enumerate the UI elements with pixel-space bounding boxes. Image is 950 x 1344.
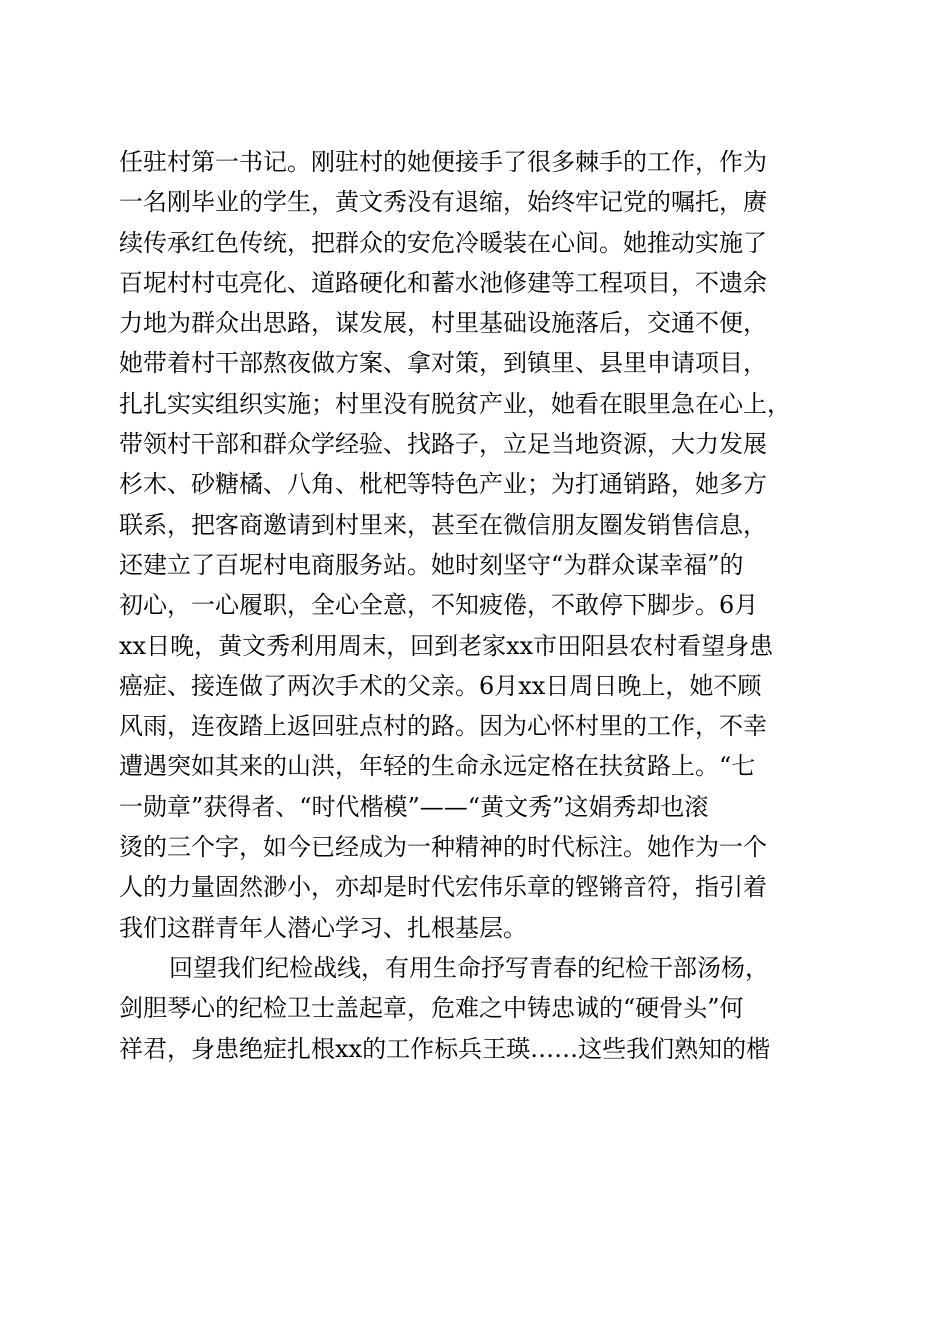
text-line: 烫的三个字，如今已经成为一种精神的时代标注。她作为一个 [119,833,767,862]
text-line: 癌症、接连做了两次手术的父亲。6月xx日周日晚上，她不顾 [119,671,762,700]
text-line: 任驻村第一书记。刚驻村的她便接手了很多棘手的工作，作为 [119,148,767,176]
paragraph-start-line: 回望我们纪检战线，有用生命抒写青春的纪检干部汤杨， [169,953,769,982]
text-line: 联系，把客商邀请到村里来，甚至在微信朋友圈发销售信息， [119,510,767,539]
body-text [119,142,839,1069]
text-line: 剑胆琴心的纪检卫士盖起章，危难之中铸忠诚的“硬骨头”何 [119,994,744,1023]
text-line: 扎扎实实组织实施；村里没有脱贫产业，她看在眼里急在心上， [119,389,791,418]
text-line: 还建立了百坭村电商服务站。她时刻坚守“为群众谋幸福”的 [119,550,744,579]
text-line: 杉木、砂糖橘、八角、枇杷等特色产业；为打通销路，她多方 [119,470,767,499]
text-line: 风雨，连夜踏上返回驻点村的路。因为心怀村里的工作，不幸 [119,712,767,741]
text-line: 祥君，身患绝症扎根xx的工作标兵王瑛……这些我们熟知的楷 [119,1034,771,1063]
text-line: 一名刚毕业的学生，黄文秀没有退缩，始终牢记党的嘱托，赓 [119,188,767,217]
text-line: 遭遇突如其来的山洪，年轻的生命永远定格在扶贫路上。“七 [119,752,756,781]
text-line: xx日晚，黄文秀利用周末，回到老家xx市田阳县农村看望身患 [119,631,774,660]
text-line: 带领村干部和群众学经验、找路子，立足当地资源，大力发展 [119,430,767,459]
text-line: 我们这群青年人潜心学习、扎根基层。 [119,913,527,942]
text-line: 力地为群众出思路，谋发展，村里基础设施落后，交通不便， [119,309,767,338]
text-line: 人的力量固然渺小，亦却是时代宏伟乐章的铿锵音符，指引着 [119,873,767,902]
text-line: 续传承红色传统，把群众的安危冷暖装在心间。她推动实施了 [119,228,767,257]
text-line: 初心，一心履职，全心全意，不知疲倦，不敢停下脚步。6月 [119,591,759,620]
text-line: 一勋章”获得者、“时代楷模”——“黄文秀”这娟秀却也滚 [119,792,709,821]
text-line: 她带着村干部熬夜做方案、拿对策，到镇里、县里申请项目， [119,349,767,378]
text-line: 百坭村村屯亮化、道路硬化和蓄水池修建等工程项目，不遗余 [119,268,767,297]
